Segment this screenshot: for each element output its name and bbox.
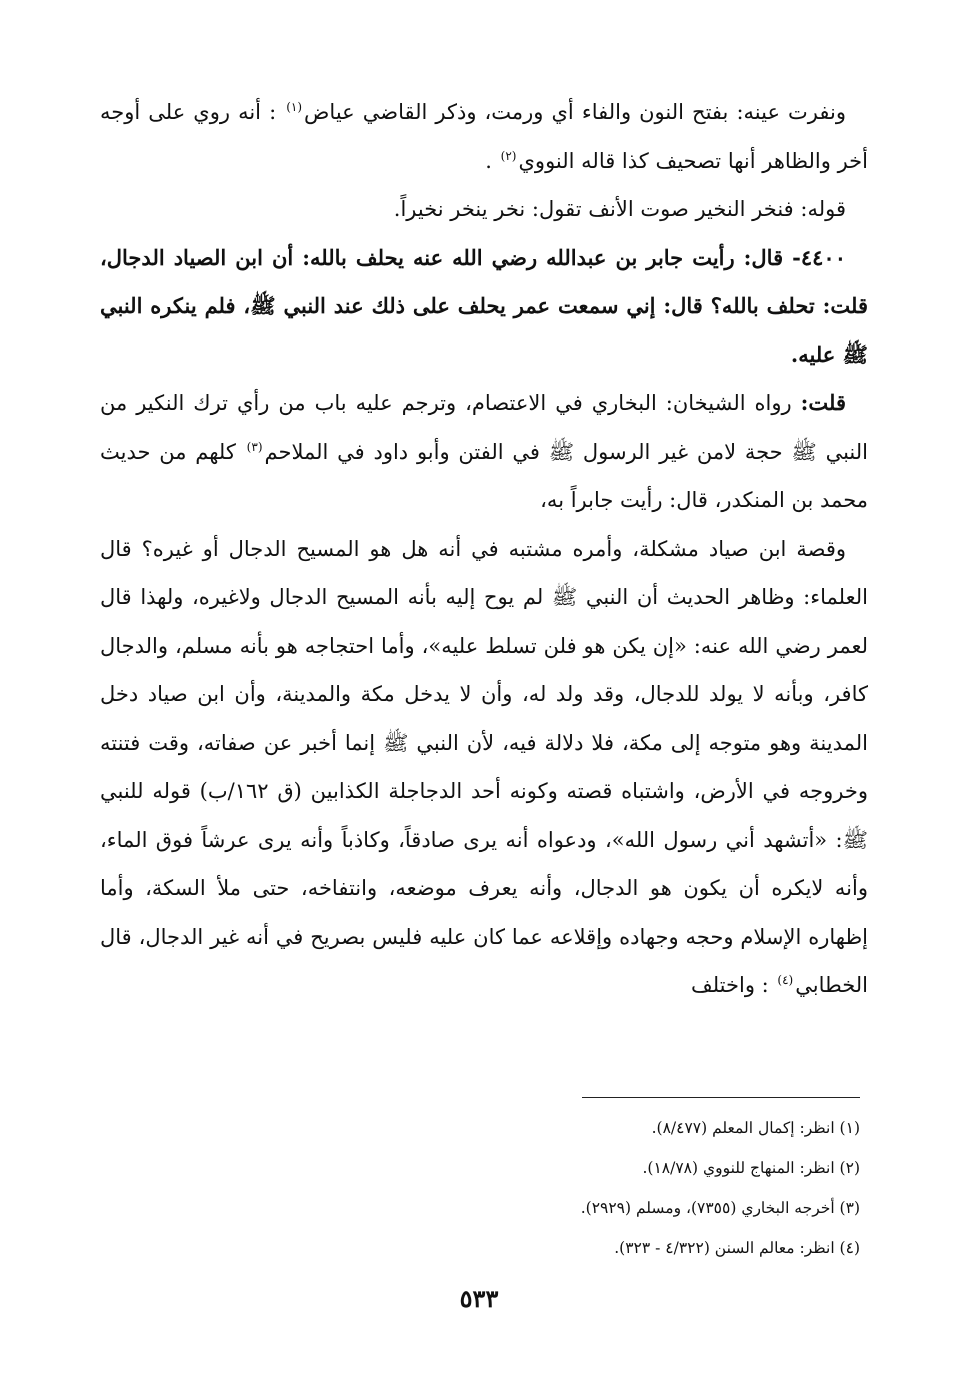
- body-text: : واختلف: [690, 973, 776, 997]
- body-text: .: [485, 148, 499, 173]
- paragraph: [100, 234, 868, 380]
- paragraph: [100, 525, 868, 1010]
- bold-text: ٤٤٠٠- قال: رأيت جابر بن عبدالله رضي الله عنه يحلف بالله: أن ابن الصياد الدجال، قلت: تحلف بالله؟ قال: إني سمعت عمر يحلف على ذلك عند النبي ﷺ، فلم ينكره النبي ﷺ عليه.: [100, 244, 868, 367]
- footnote: (٤) انظر: معالم السنن (٤/٣٢٢ - ٣٢٣).: [614, 1239, 860, 1257]
- body-text: رواه الشيخان: البخاري في الاعتصام، وترجم عليه باب من رأي ترك النكير من النبي ﷺ حجة لامن غير الرسول ﷺ في الفتن وأبو داود في الملاحم: [100, 391, 868, 464]
- footnote-ref: (٤): [777, 973, 794, 987]
- paragraph: [100, 379, 868, 525]
- footnote-ref: (٣): [246, 439, 263, 454]
- body-text: : أنه روي على أوجه أخر والظاهر أنها تصحيف كذا قاله النووي: [100, 100, 868, 173]
- body-text: ونفرت عينه: بفتح النون والفاء أي ورمت، وذكر القاضي عياض: [304, 100, 846, 124]
- paragraph: [100, 88, 868, 185]
- footnote-divider: [582, 1097, 860, 1098]
- footnotes: [260, 1108, 860, 1268]
- main-text: [100, 88, 868, 1010]
- footnote: (٢) انظر: المنهاج للنووي (١٨/٧٨).: [642, 1159, 860, 1177]
- paragraph: [100, 185, 868, 234]
- footnote-ref: (٢): [500, 148, 517, 163]
- body-text: وقصة ابن صياد مشكلة، وأمره مشتبه في أنه هل هو المسيح الدجال أو غيره؟ قال العلماء: وظاهر الحديث أن النبي ﷺ لم يوح إليه بأنه المسيح الدجال ولاغيره، ولهذا قال لعمر رضي الله عنه: «إن يكن هو فلن تسلط عليه»، وأما احتجاجه هو بأنه مسلم، والدجال كافر، وبأنه لا يولد للدجال، وقد ولد له، وأن لا يدخل مكة والمدينة، وأن ابن صياد دخل المدينة وهو متوجه إلى مكة، فلا دلالة فيه، لأن النبي ﷺ إنما أخبر عن صفاته، وقت فتنته وخروجه في الأرض، واشتباه قصته وكونه أحد الدجاجلة الكذابين (ق ١٦٢/ب) قوله للنبي ﷺ: «أتشهد أني رسول الله»، ودعواه أنه يرى صادقاً، وكاذباً وأنه يرى عرشاً فوق الماء، وأنه لايكره أن يكون هو الدجال، وأنه يعرف موضعه، وانتفاخه، حتى ملأ السكة، وأما إظهاره الإسلام وحجه وجهاده وإقلاعه عما كان عليه فليس بصريح في أنه غير الدجال، قال الخطابي: [100, 536, 868, 997]
- page-number: ٥٣٣: [459, 1284, 499, 1313]
- footnote: (٣) أخرجه البخاري (٧٣٥٥)، ومسلم (٢٩٢٩).: [580, 1199, 860, 1217]
- bold-text: قلت:: [800, 390, 846, 415]
- footnote-ref: (١): [286, 100, 303, 114]
- body-text: كلهم من حديث محمد بن المنكدر، قال: رأيت جابراً به،: [100, 439, 868, 512]
- footnote: (١) انظر: إكمال المعلم (٨/٤٧٧).: [651, 1119, 860, 1137]
- body-text: قوله: فنخر النخير صوت الأنف تقول: نخر ينخر نخيراً.: [393, 197, 846, 221]
